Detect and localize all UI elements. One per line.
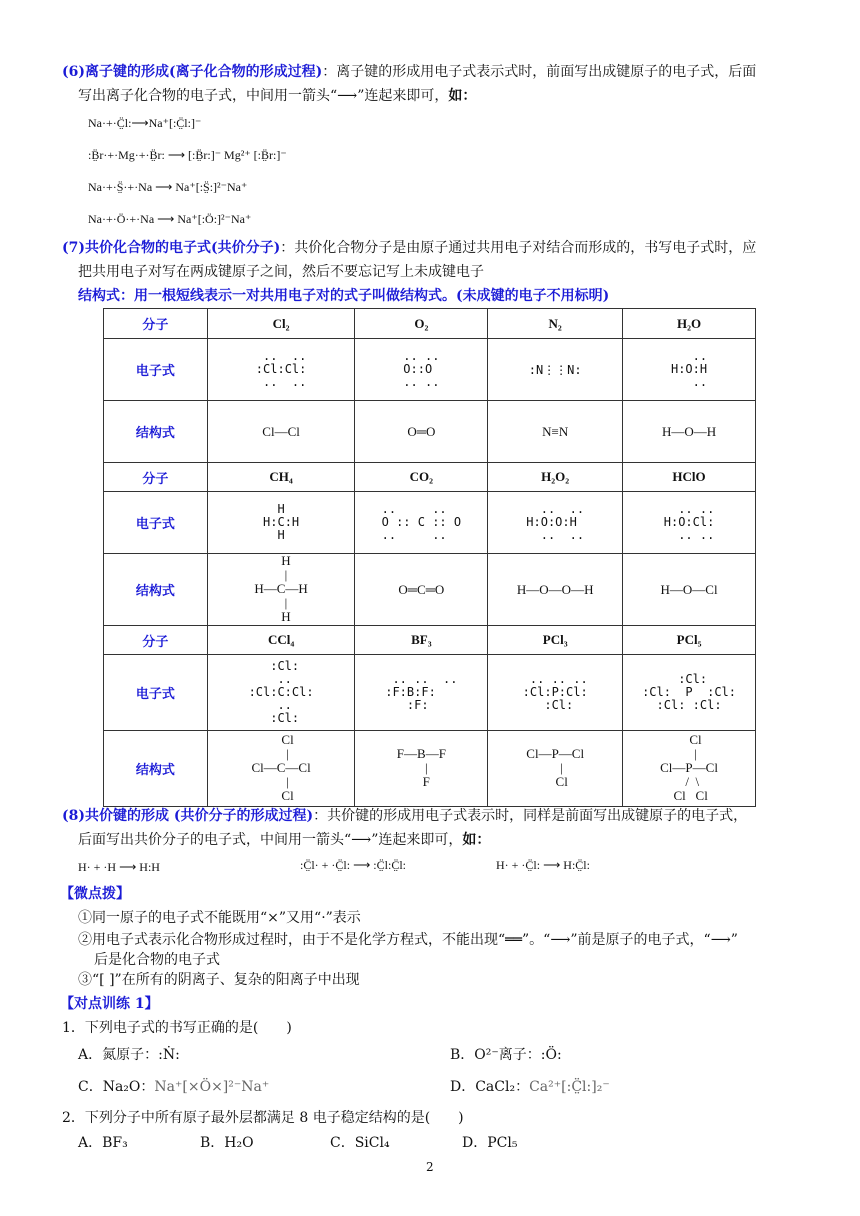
molecule-name: H₂O <box>623 309 756 339</box>
sec8-line1 <box>62 806 747 826</box>
molecule-name: Cl₂ <box>207 309 355 339</box>
option-formula: Na⁺[×Ö×]²⁻Na⁺ <box>154 1079 270 1095</box>
molecule-name: CO₂ <box>355 463 488 492</box>
structural-formula: H—O—O—H <box>516 581 594 597</box>
table-row <box>104 655 756 731</box>
molecule-name: H₂O₂ <box>488 463 623 492</box>
table-row <box>104 339 756 401</box>
sec8-text3: ”连起来即可， <box>371 832 463 848</box>
row-label: 结构式 <box>104 554 208 626</box>
table-row <box>104 463 756 492</box>
sec6-label: (6)离子键的形成(离子化合物的形成过程) <box>62 64 323 80</box>
tip-item: ①同一原子的电子式不能既用“×”又用“·”表示 <box>78 910 361 926</box>
sec6-text2: 写出离子化合物的电子式，中间用一箭头“ <box>78 88 338 104</box>
row-label: 电子式 <box>104 655 208 731</box>
tip-item: 后是化合物的电子式 <box>94 952 220 968</box>
header-cell: 分子 <box>104 626 208 655</box>
sec8-text2: 后面写出共价分子的电子式，中间用一箭头“ <box>78 832 352 848</box>
q2-option-c[interactable]: C．SiCl₄ <box>330 1135 390 1151</box>
option-formula: :Ö: <box>540 1047 562 1063</box>
electron-formula: .. .. .. :Cl:P:Cl: :Cl: <box>522 671 588 712</box>
electron-formula: .. .. O::O .. .. <box>403 348 440 389</box>
structural-formula: Cl—Cl <box>262 423 300 439</box>
q1-option-a[interactable] <box>78 1044 180 1064</box>
q1-option-d[interactable] <box>450 1076 610 1096</box>
sec8-ru: 如： <box>462 832 491 848</box>
electron-formula: .. .. :Cl:Cl: .. .. <box>255 348 307 389</box>
sec8-line2 <box>78 830 490 850</box>
option-formula: :Ṅ: <box>158 1047 180 1063</box>
sec8-label: (8)共价键的形成 (共价分子的形成过程) <box>62 808 314 824</box>
ionic-example-nacl: Na·+·C̤̈l:⟶Na⁺[:C̤̈l:]⁻ <box>88 116 202 130</box>
electron-formula: .. H:O:H .. <box>670 348 708 389</box>
row-label: 电子式 <box>104 492 208 554</box>
q1-option-c[interactable] <box>78 1076 269 1096</box>
covalent-example-h2: H· + ·H ⟶ H:H <box>78 860 160 874</box>
structural-formula: O═O <box>407 423 436 439</box>
sec8-text1: ：共价键的形成用电子式表示时，同样是前面写出成键原子的电子式， <box>313 808 748 824</box>
structural-formula: H | H—C—H | H <box>254 553 308 624</box>
ionic-example-na2o: Na·+·Ö·+·Na ⟶ Na⁺[:Ö:]²⁻Na⁺ <box>88 212 252 226</box>
structural-formula: H—O—Cl <box>660 581 718 597</box>
sec7-line2: 把共用电子对写在两成键原子之间，然后不要忘记写上未成键电子 <box>78 264 484 280</box>
option-label: A．氮原子： <box>78 1047 159 1063</box>
table-row <box>104 731 756 807</box>
sec6-line1 <box>62 62 756 82</box>
row-label: 结构式 <box>104 731 208 807</box>
molecule-name: HClO <box>623 463 756 492</box>
sec7-text1: ：共价化合物分子是由原子通过共用电子对结合而形成的，书写电子式时，应 <box>280 240 757 256</box>
arrow-icon: ⟶ <box>351 832 372 848</box>
electron-formula: :Cl: .. :Cl:C:Cl: .. :Cl: <box>248 658 314 725</box>
structural-formula: O═C═O <box>398 581 445 597</box>
molecule-name: CCl₄ <box>207 626 355 655</box>
molecule-name: PCl₃ <box>488 626 623 655</box>
q2-option-d[interactable]: D．PCl₅ <box>462 1135 518 1151</box>
tip-item: ②用电子式表示化合物形成过程时，由于不是化学方程式，不能出现“══”。“⟶”前是原子的电子式，“⟶” <box>78 932 738 948</box>
table-row <box>104 626 756 655</box>
electron-formula: :Cl: :Cl: P :Cl: :Cl: :Cl: <box>642 671 736 712</box>
header-cell: 分子 <box>104 309 208 339</box>
table-row <box>104 492 756 554</box>
structural-formula: Cl | Cl—P—Cl / \ Cl Cl <box>660 732 718 803</box>
structure-definition: 结构式：用一根短线表示一对共用电子对的式子叫做结构式。(未成键的电子不用标明) <box>78 288 610 304</box>
molecule-name: CH₄ <box>207 463 355 492</box>
row-label: 结构式 <box>104 401 208 463</box>
table-row <box>104 309 756 339</box>
practice-heading: 【对点训练 1】 <box>60 996 159 1012</box>
question-1: 1．下列电子式的书写正确的是( ) <box>62 1020 292 1036</box>
sec6-text3: ”连起来即可， <box>357 88 449 104</box>
option-formula: Ca²⁺[:C̤̈l:]₂⁻ <box>529 1079 610 1095</box>
electron-formula: :N⋮⋮N: <box>528 362 582 377</box>
electron-formula: .. .. H:O:O:H .. .. <box>526 501 585 542</box>
table-row <box>104 401 756 463</box>
molecule-table <box>103 308 756 807</box>
structural-formula: Cl—P—Cl | Cl <box>526 746 585 789</box>
structural-formula: N≡N <box>542 423 569 439</box>
molecule-name: BF₃ <box>355 626 488 655</box>
table-row <box>104 554 756 626</box>
covalent-example-hcl: H· + ·C̤̈l: ⟶ H:C̤̈l: <box>496 858 590 872</box>
electron-formula: .. .. O :: C :: O .. .. <box>381 501 462 542</box>
structural-formula: F—B—F | F <box>396 746 446 789</box>
sec6-text1: ：离子键的形成用电子式表示式时，前面写出成键原子的电子式，后面 <box>322 64 757 80</box>
option-label: D．CaCl₂： <box>450 1079 530 1095</box>
page-number: 2 <box>426 1160 434 1174</box>
sec7-line1 <box>62 238 756 258</box>
structural-formula: Cl | Cl—C—Cl | Cl <box>251 732 311 803</box>
header-cell: 分子 <box>104 463 208 492</box>
sec6-ru: 如： <box>448 88 477 104</box>
sec6-line2 <box>78 86 476 106</box>
arrow-icon: ⟶ <box>337 88 358 104</box>
q2-option-a[interactable]: A．BF₃ <box>78 1135 128 1151</box>
sec7-label: (7)共价化合物的电子式(共价分子) <box>62 240 281 256</box>
molecule-name: PCl₅ <box>623 626 756 655</box>
ionic-example-na2s: Na·+·S̤̈·+·Na ⟶ Na⁺[:S̤̈:]²⁻Na⁺ <box>88 180 248 194</box>
ionic-example-mgbr2: :B̤̈r·+·Mg·+·B̤̈r: ⟶ [:B̤̈r:]⁻ Mg²⁺ [:B̤̈r:]⁻ <box>88 148 287 162</box>
molecule-name: O₂ <box>355 309 488 339</box>
tip-item: ③“[ ]”在所有的阴离子、复杂的阳离子中出现 <box>78 972 360 988</box>
row-label: 电子式 <box>104 339 208 401</box>
electron-formula: H H:C:H H <box>263 501 300 542</box>
tips-heading: 【微点拨】 <box>60 886 130 902</box>
option-label: C．Na₂O： <box>78 1079 155 1095</box>
option-label: B．O²⁻离子： <box>450 1047 541 1063</box>
question-2: 2．下列分子中所有原子最外层都满足 8 电子稳定结构的是( ) <box>62 1110 464 1126</box>
q1-option-b[interactable] <box>450 1044 562 1064</box>
structural-formula: H—O—H <box>661 423 717 439</box>
covalent-example-cl2: :C̤̈l· + ·C̤̈l: ⟶ :C̤̈l:C̤̈l: <box>300 858 406 872</box>
electron-formula: .. .. .. :F:B:F: :F: <box>385 671 458 712</box>
electron-formula: .. .. H:O:Cl: .. .. <box>663 501 715 542</box>
q2-option-b[interactable]: B．H₂O <box>200 1135 254 1151</box>
molecule-name: N₂ <box>488 309 623 339</box>
